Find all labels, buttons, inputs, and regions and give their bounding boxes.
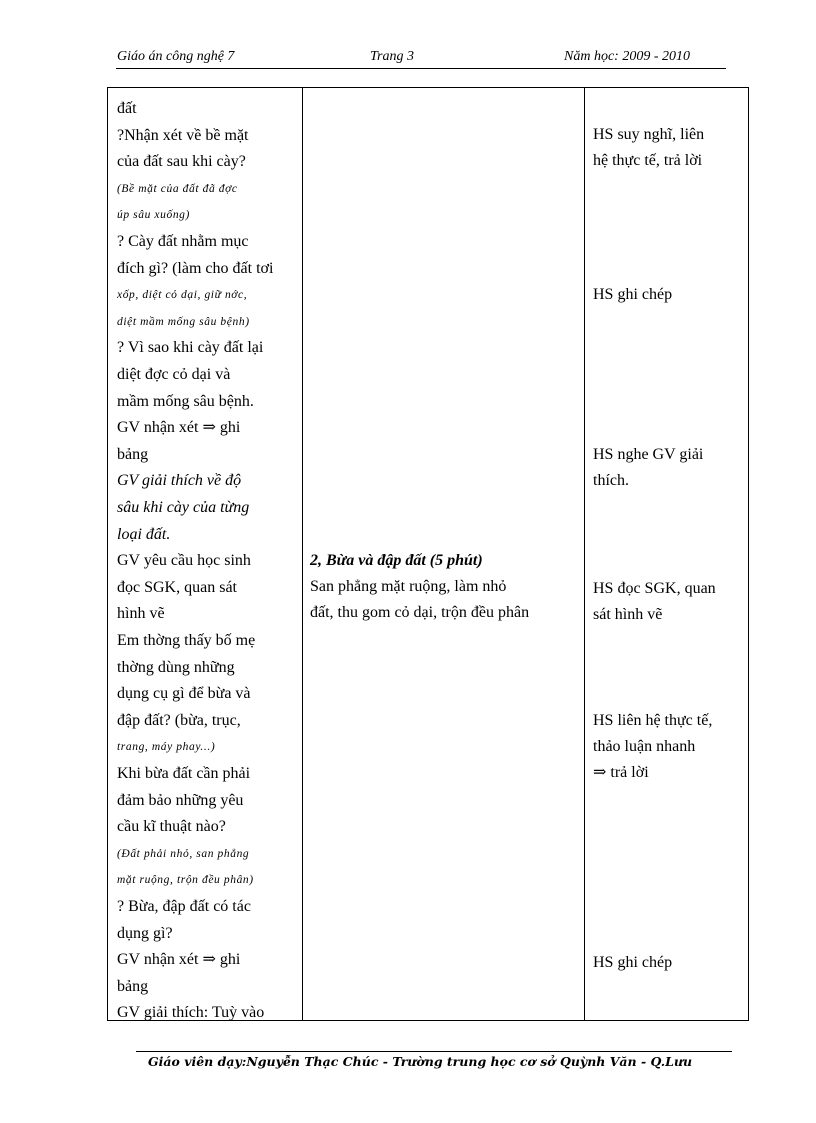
section-heading: 2, Bừa và đập đất (5 phút): [310, 552, 483, 569]
footer-rule: [136, 1051, 732, 1052]
teacher-line: cầu kĩ thuật nào?: [117, 818, 226, 836]
page-header: [116, 48, 726, 69]
teacher-line: (Bề mặt của đất đã đợc: [117, 182, 238, 195]
teacher-line: ?Nhận xét về bề mặt: [117, 126, 249, 144]
teacher-line: mặt ruộng, trộn đều phân): [117, 874, 254, 887]
student-line: HS nghe GV giải: [593, 446, 704, 463]
teacher-line: úp sâu xuống): [117, 209, 190, 222]
teacher-line: Khi bừa đất cần phải: [117, 765, 251, 782]
teacher-line: diệt mầm mống sâu bệnh): [117, 315, 250, 328]
teacher-line: trang, máy phay...): [117, 741, 216, 754]
teacher-line: loại đất.: [117, 525, 171, 543]
teacher-line: thờng dùng những: [117, 658, 235, 676]
student-line: thảo luận nhanh: [593, 738, 696, 755]
teacher-line: dụng cụ gì để bừa và: [117, 685, 251, 703]
student-line: hệ thực tế, trả lời: [593, 152, 703, 169]
teacher-line: đảm bảo những yêu: [117, 791, 244, 809]
page-footer: Giáo viên dạy:Nguyễn Thạc Chúc - Trường trung học cơ sở Quỳnh Văn - Q.Lưu: [148, 1054, 693, 1069]
teacher-line: GV giải thích về độ: [117, 472, 242, 490]
teacher-line: diệt đợc cỏ dại và: [117, 366, 231, 383]
content-line: đất, thu gom cỏ dại, trộn đều phân: [310, 604, 530, 621]
teacher-line: ? Vì sao khi cày đất lại: [117, 339, 264, 357]
header-school-year: Năm học: 2009 - 2010: [564, 49, 690, 64]
teacher-line: Em thờng thấy bố mẹ: [117, 632, 256, 649]
student-line: ⇒ trả lời: [593, 764, 649, 781]
teacher-line: ? Cày đất nhằm mục: [117, 233, 249, 250]
teacher-line: ? Bừa, đập đất có tác: [117, 898, 251, 915]
teacher-line: GV nhận xét ⇒ ghi: [117, 419, 241, 437]
student-line: HS liên hệ thực tế,: [593, 712, 713, 729]
teacher-line: đất: [117, 100, 137, 117]
header-page-number: Trang 3: [370, 49, 414, 64]
teacher-line: mầm mống sâu bệnh.: [117, 392, 254, 410]
teacher-line: hình vẽ: [117, 605, 165, 623]
teacher-line: xốp, diệt cỏ dại, giữ nớc,: [117, 289, 248, 302]
content-line: San phẳng mặt ruộng, làm nhỏ: [310, 578, 507, 595]
student-activity-column: [585, 88, 748, 1020]
teacher-line: của đất sau khi cày?: [117, 153, 246, 171]
teacher-line: (Đất phải nhỏ, san phẳng: [117, 847, 250, 860]
teacher-activity-column: [108, 88, 303, 1020]
student-line: sát hình vẽ: [593, 606, 663, 623]
teacher-line: đọc SGK, quan sát: [117, 578, 237, 596]
teacher-line: bảng: [117, 977, 149, 995]
student-line: HS suy nghĩ, liên: [593, 126, 705, 143]
lesson-table: [107, 87, 749, 1021]
teacher-line: GV giải thích: Tuỳ vào: [117, 1004, 265, 1022]
teacher-line: đích gì? (làm cho đất tơi: [117, 259, 274, 277]
teacher-line: GV nhận xét ⇒ ghi: [117, 951, 241, 969]
student-line: thích.: [593, 472, 629, 489]
teacher-line: dụng gì?: [117, 924, 173, 942]
teacher-line: sâu khi cày của từng: [117, 499, 250, 516]
teacher-line: bảng: [117, 445, 149, 463]
lesson-content-column: [303, 88, 585, 1020]
teacher-line: GV yêu cầu học sinh: [117, 552, 251, 570]
student-line: HS đọc SGK, quan: [593, 580, 716, 597]
header-subject: Giáo án công nghệ 7: [117, 49, 235, 64]
student-line: HS ghi chép: [593, 954, 673, 971]
student-line: HS ghi chép: [593, 286, 673, 303]
teacher-line: đập đất? (bừa, trục,: [117, 711, 241, 729]
